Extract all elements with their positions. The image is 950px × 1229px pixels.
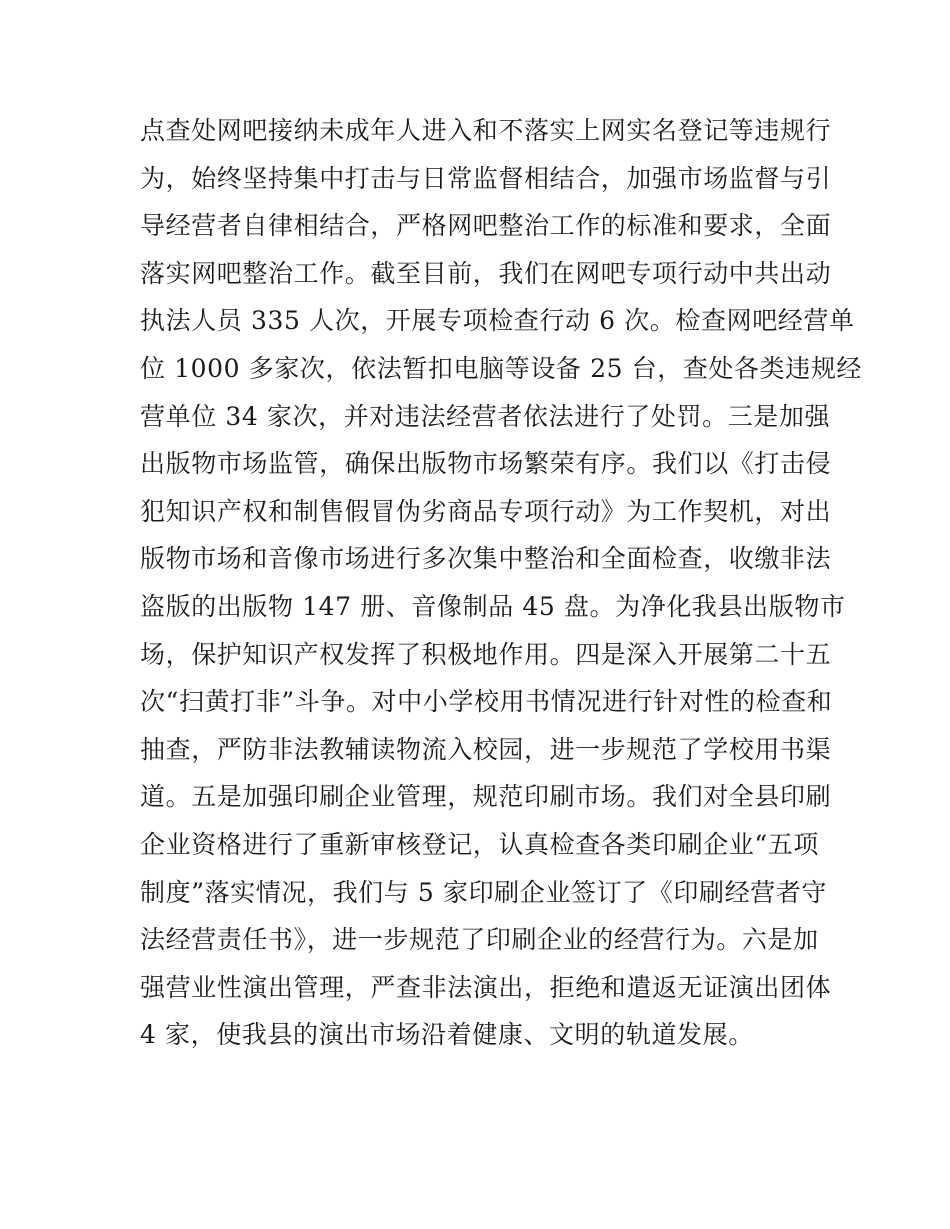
text-line: 4 家，使我县的演出市场沿着健康、文明的轨道发展。 bbox=[140, 1020, 754, 1050]
text-line: 位 1000 多家次，依法暂扣电脑等设备 25 台，查处各类违规经 bbox=[140, 353, 863, 383]
text-line: 法经营责任书》，进一步规范了印刷企业的经营行为。六是加 bbox=[140, 925, 819, 955]
text-line: 出版物市场监管，确保出版物市场繁荣有序。我们以《打击侵 bbox=[140, 449, 832, 479]
text-line: 制度”落实情况，我们与 5 家印刷企业签订了《印刷经营者守 bbox=[140, 877, 827, 907]
text-line: 营单位 34 家次，并对违法经营者依法进行了处罚。三是加强 bbox=[140, 401, 831, 431]
text-line: 点查处网吧接纳未成年人进入和不落实上网实名登记等违规行 bbox=[140, 116, 832, 145]
text-line: 强营业性演出管理，严查非法演出，拒绝和遣返无证演出团体 bbox=[140, 972, 832, 1002]
text-line: 抽查，严防非法教辅读物流入校园，进一步规范了学校用书渠 bbox=[140, 734, 832, 764]
body-paragraph bbox=[140, 107, 863, 1059]
text-line: 企业资格进行了重新审核登记，认真检查各类印刷企业“五项 bbox=[140, 829, 819, 859]
text-line: 为，始终坚持集中打击与日常监督相结合，加强市场监督与引 bbox=[140, 163, 832, 193]
text-line: 盗版的出版物 147 册、音像制品 45 盘。为净化我县出版物市 bbox=[140, 591, 846, 621]
text-line: 执法人员 335 人次，开展专项检查行动 6 次。检查网吧经营单 bbox=[140, 306, 855, 336]
text-line: 落实网吧整治工作。截至目前，我们在网吧专项行动中共出动 bbox=[140, 258, 832, 288]
text-line: 犯知识产权和制售假冒伪劣商品专项行动》为工作契机，对出 bbox=[140, 496, 832, 526]
text-line: 版物市场和音像市场进行多次集中整治和全面检查，收缴非法 bbox=[140, 544, 832, 574]
text-line: 场，保护知识产权发挥了积极地作用。四是深入开展第二十五 bbox=[140, 639, 832, 669]
text-line: 道。五是加强印刷企业管理，规范印刷市场。我们对全县印刷 bbox=[140, 782, 832, 812]
text-line: 次“扫黄打非”斗争。对中小学校用书情况进行针对性的检查和 bbox=[140, 687, 833, 717]
text-line: 导经营者自律相结合，严格网吧整治工作的标准和要求，全面 bbox=[140, 211, 832, 241]
